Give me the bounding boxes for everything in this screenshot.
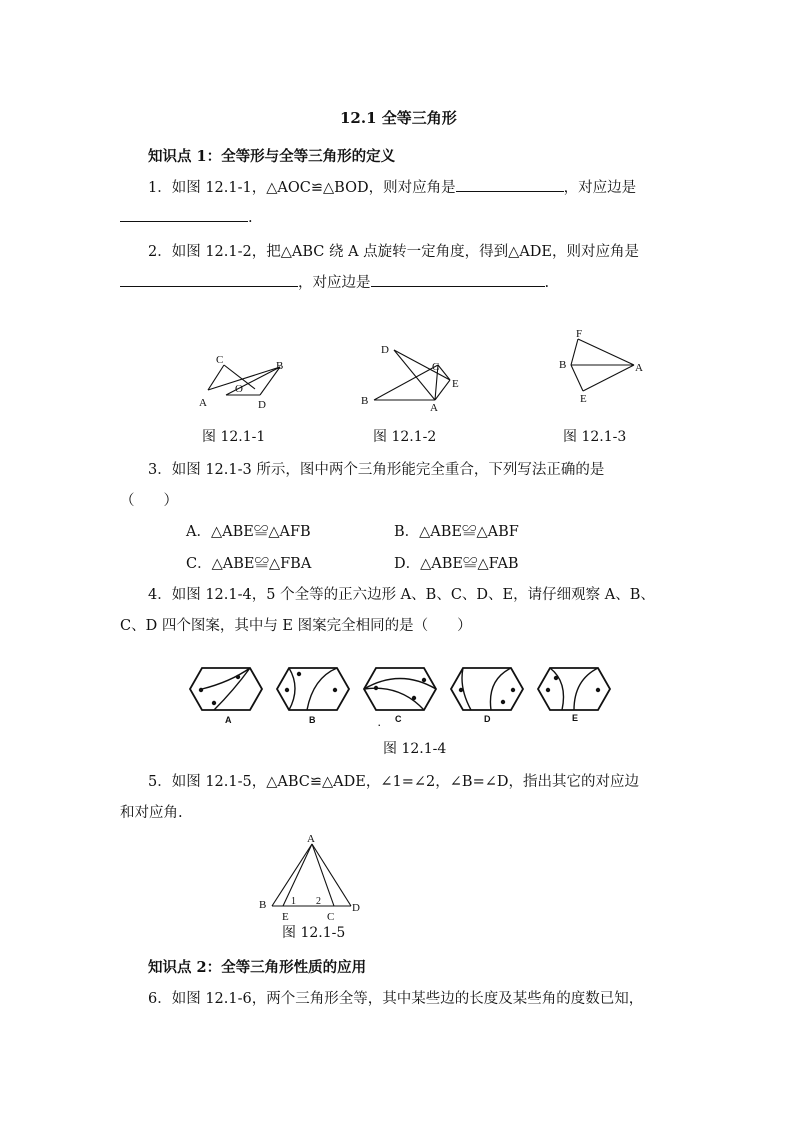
fig1-label-o: O xyxy=(235,383,243,395)
question-6-line-1: 6．如图 12.1-6，两个三角形全等，其中某些边的长度及某些角的度数已知， xyxy=(148,991,644,1007)
fig2-label-d: D xyxy=(381,344,389,356)
q1-period: . xyxy=(248,210,253,226)
hexagon-a xyxy=(190,668,262,710)
q1-text: 1．如图 12.1-1，△AOC≌△BOD，则对应角是 xyxy=(148,180,456,196)
fig1-label-b: B xyxy=(276,360,284,372)
fig5-label-b: B xyxy=(259,899,267,911)
q3-option-b[interactable]: B．△ABE≌△ABF xyxy=(394,524,519,540)
q3-option-c[interactable]: C．△ABE≌△FBA xyxy=(186,556,312,572)
fig2-caption: 图 12.1-2 xyxy=(373,429,437,445)
q1-blank-angles[interactable] xyxy=(456,177,564,192)
fig1-label-a: A xyxy=(199,397,207,409)
question-3-line-1: 3．如图 12.1-3 所示，图中两个三角形能完全重合，下列写法正确的是 xyxy=(148,462,605,478)
fig3-caption: 图 12.1-3 xyxy=(563,429,627,445)
fig4-caption: 图 12.1-4 xyxy=(383,741,447,757)
q3-option-a[interactable]: A．△ABE≌△AFB xyxy=(186,524,311,540)
hex-label-b: B xyxy=(309,715,316,725)
fig3-label-f: F xyxy=(576,328,583,340)
question-4-line-2: C、D 四个图案，其中与 E 图案完全相同的是（ ） xyxy=(120,618,472,634)
q3-option-d[interactable]: D．△ABE≌△FAB xyxy=(394,556,519,572)
question-3-line-2: （ ） xyxy=(120,493,178,509)
stray-mark: . xyxy=(378,718,381,728)
page-title: 12.1 全等三角形 xyxy=(340,109,457,127)
q1-blank-sides[interactable] xyxy=(120,207,248,222)
fig2-label-b: B xyxy=(361,395,369,407)
fig1-label-d: D xyxy=(258,399,266,411)
section-heading-1: 知识点 1：全等形与全等三角形的定义 xyxy=(148,148,396,165)
fig5-caption: 图 12.1-5 xyxy=(282,925,346,941)
hex-label-c: C xyxy=(395,714,402,724)
fig5-label-c: C xyxy=(327,911,335,923)
q2-blank-angles[interactable] xyxy=(120,272,298,287)
hex-label-d: D xyxy=(484,714,491,724)
figure-12-1-1 xyxy=(190,345,300,420)
q2-period: . xyxy=(544,275,550,291)
figure-12-1-2 xyxy=(356,340,466,420)
fig2-label-a: A xyxy=(430,402,438,414)
fig5-label-d: D xyxy=(352,902,360,914)
question-4-line-1: 4．如图 12.1-4，5 个全等的正六边形 A、B、C、D、E，请仔细观察 A、B、 xyxy=(148,587,655,603)
fig5-label-angle-2: 2 xyxy=(316,896,321,907)
hexagon-c xyxy=(364,668,436,710)
question-2-line-1: 2．如图 12.1-2，把△ABC 绕 A 点旋转一定角度，得到△ADE，则对应角是 xyxy=(148,244,640,260)
hex-label-a: A xyxy=(225,715,232,725)
question-1-line-1 xyxy=(148,176,636,197)
hexagon-e xyxy=(538,668,610,710)
fig5-label-angle-1: 1 xyxy=(291,896,296,907)
fig1-caption: 图 12.1-1 xyxy=(202,429,266,445)
fig1-label-c: C xyxy=(216,354,224,366)
hexagon-b xyxy=(277,668,349,710)
fig2-label-e: E xyxy=(452,378,459,390)
question-5-line-1: 5．如图 12.1-5，△ABC≌△ADE，∠1=∠2，∠B=∠D，指出其它的对应边 xyxy=(148,774,639,790)
question-2-line-2 xyxy=(120,271,549,292)
figure-12-1-5 xyxy=(255,830,375,922)
q1-text-end: ，对应边是 xyxy=(563,180,637,196)
figure-12-1-3 xyxy=(556,325,656,410)
fig2-label-c: C xyxy=(432,361,440,373)
section-heading-2: 知识点 2：全等三角形性质的应用 xyxy=(148,959,367,976)
question-5-line-2: 和对应角. xyxy=(120,805,183,821)
fig3-label-e: E xyxy=(580,393,587,405)
fig3-label-a: A xyxy=(635,362,643,374)
fig5-label-e: E xyxy=(282,911,289,923)
question-1-line-2 xyxy=(120,207,253,226)
q2-text-mid: ，对应边是 xyxy=(298,275,371,291)
figure-12-1-4 xyxy=(188,666,613,731)
hexagon-d xyxy=(451,668,523,710)
q2-blank-sides[interactable] xyxy=(371,272,545,287)
fig5-label-a: A xyxy=(307,833,315,845)
fig3-label-b: B xyxy=(559,359,567,371)
hex-label-e: E xyxy=(572,713,579,723)
